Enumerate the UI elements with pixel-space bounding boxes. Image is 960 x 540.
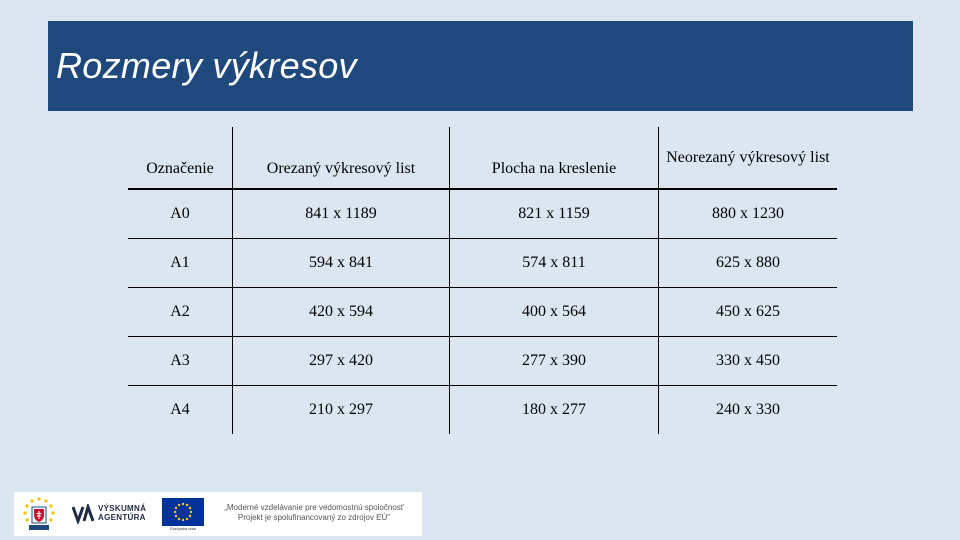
project-quote-line1: „Moderné vzdelávanie pre vedomostnú spoločnosť — [224, 503, 404, 512]
eu-caption: Európska únia — [170, 526, 196, 531]
footer-logos — [14, 492, 422, 536]
vyskumna-agentura-logo-icon — [72, 504, 94, 524]
column-header: Neorezaný výkresový list — [659, 127, 838, 189]
eu-flag-icon — [162, 498, 204, 526]
table-cell: A2 — [128, 288, 233, 337]
table-row — [128, 337, 837, 386]
table-cell: 180 x 277 — [450, 386, 659, 435]
slide-title: Rozmery výkresov — [56, 45, 357, 86]
table-cell: 297 x 420 — [233, 337, 450, 386]
table-cell: A3 — [128, 337, 233, 386]
table-cell: 625 x 880 — [659, 239, 838, 288]
table-cell: 574 x 811 — [450, 239, 659, 288]
table-cell: A0 — [128, 189, 233, 239]
table-cell: 210 x 297 — [233, 386, 450, 435]
table-cell: 821 x 1159 — [450, 189, 659, 239]
table-row — [128, 239, 837, 288]
table-row — [128, 288, 837, 337]
project-quote — [214, 503, 414, 523]
column-header: Orezaný výkresový list — [233, 127, 450, 189]
project-quote-line2: Projekt je spolufinancovaný zo zdrojov EÚ" — [237, 513, 391, 522]
table-cell: 450 x 625 — [659, 288, 838, 337]
table-cell: 400 x 564 — [450, 288, 659, 337]
table-cell: 594 x 841 — [233, 239, 450, 288]
table-cell: 880 x 1230 — [659, 189, 838, 239]
table-cell: 277 x 390 — [450, 337, 659, 386]
agency-name-line2: AGENTÚRA — [98, 513, 146, 522]
title-bar — [48, 21, 913, 111]
slovakia-ministry-logo-icon — [20, 495, 58, 533]
column-header: Označenie — [128, 127, 233, 189]
table-cell: A4 — [128, 386, 233, 435]
table-row — [128, 189, 837, 239]
table-cell: A1 — [128, 239, 233, 288]
table-row — [128, 386, 837, 435]
table-header-row — [128, 127, 837, 189]
drawing-sizes-table — [128, 127, 837, 434]
table-cell: 841 x 1189 — [233, 189, 450, 239]
table-cell: 330 x 450 — [659, 337, 838, 386]
agency-name — [98, 504, 168, 522]
table-cell: 420 x 594 — [233, 288, 450, 337]
agency-name-line1: VÝSKUMNÁ — [98, 504, 147, 513]
column-header: Plocha na kreslenie — [450, 127, 659, 189]
table-cell: 240 x 330 — [716, 401, 780, 418]
